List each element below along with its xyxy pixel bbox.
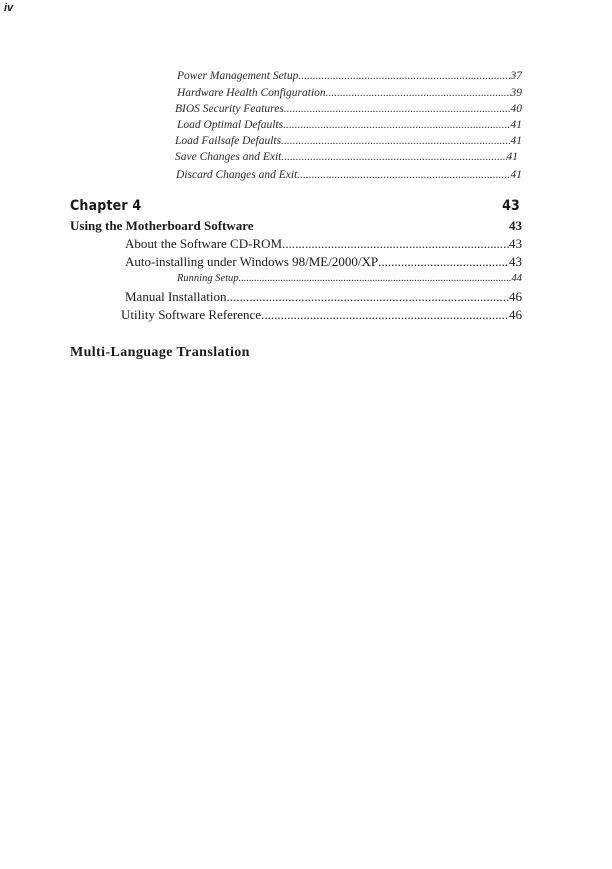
- toc-entry[interactable]: [175, 103, 522, 115]
- toc-entry-title: About the Software CD-ROM: [125, 236, 283, 251]
- toc-entry[interactable]: [177, 119, 522, 131]
- toc-entry-title: Power Management Setup: [177, 70, 299, 82]
- toc-entry-title: Running Setup: [177, 273, 239, 284]
- toc-entry[interactable]: [125, 289, 522, 305]
- toc-entry-page: 41: [510, 169, 522, 181]
- chapter-heading[interactable]: [70, 198, 520, 214]
- toc-entry[interactable]: [175, 151, 518, 163]
- chapter-title-page: 43: [509, 218, 522, 233]
- toc-entry-page: 41: [510, 135, 522, 147]
- page-number: iv: [4, 2, 14, 14]
- toc-entry-title: Load Failsafe Defaults: [175, 135, 282, 147]
- dot-leader: [284, 103, 511, 115]
- dot-leader: [261, 307, 509, 323]
- toc-entry-page: 43: [509, 254, 522, 269]
- toc-entry-title: Load Optimal Defaults: [177, 119, 284, 131]
- toc-entry-page: 46: [509, 307, 522, 322]
- toc-entry-title: Discard Changes and Exit: [176, 169, 298, 181]
- toc-entry-title: BIOS Security Features: [175, 103, 284, 115]
- toc-entry-title: Manual Installation: [125, 289, 227, 304]
- chapter-title[interactable]: [70, 218, 522, 234]
- dot-leader: [283, 119, 510, 131]
- toc-entry-page: 37: [510, 70, 522, 82]
- toc-entry-page: 39: [510, 87, 522, 99]
- toc-entry[interactable]: [121, 307, 522, 323]
- toc-entry-page: 41: [510, 119, 522, 131]
- dot-leader: [326, 87, 511, 99]
- dot-leader: [226, 289, 509, 305]
- toc-entry[interactable]: [125, 254, 522, 270]
- toc-entry-title: Hardware Health Configuration: [177, 87, 326, 99]
- dot-leader: [282, 236, 509, 252]
- dot-leader: [239, 273, 512, 284]
- toc-entry-title: Auto-installing under Windows 98/ME/2000/XP: [125, 254, 379, 269]
- chapter-label: Chapter 4: [70, 198, 142, 214]
- toc-entry[interactable]: [175, 135, 522, 147]
- dot-leader: [298, 70, 510, 82]
- dot-leader: [281, 135, 510, 147]
- toc-entry[interactable]: [176, 169, 522, 181]
- dot-leader: [297, 169, 510, 181]
- toc-entry[interactable]: [177, 273, 522, 284]
- toc-entry-page: 43: [509, 236, 522, 251]
- toc-entry[interactable]: [125, 236, 522, 252]
- dot-leader: [378, 254, 509, 270]
- toc-entry-page: 44: [511, 273, 522, 284]
- toc-entry[interactable]: [177, 87, 522, 99]
- section-heading[interactable]: Multi-Language Translation: [70, 345, 250, 360]
- toc-entry-title: Utility Software Reference: [121, 307, 262, 322]
- toc-entry-page: 46: [509, 289, 522, 304]
- toc-entry-page: 40: [510, 103, 522, 115]
- chapter-title-text: Using the Motherboard Software: [70, 218, 254, 233]
- toc-entry-page: 41: [506, 151, 518, 163]
- toc-entry-title: Save Changes and Exit: [175, 151, 282, 163]
- chapter-page: 43: [502, 198, 520, 214]
- dot-leader: [281, 151, 506, 163]
- toc-entry[interactable]: [177, 70, 522, 82]
